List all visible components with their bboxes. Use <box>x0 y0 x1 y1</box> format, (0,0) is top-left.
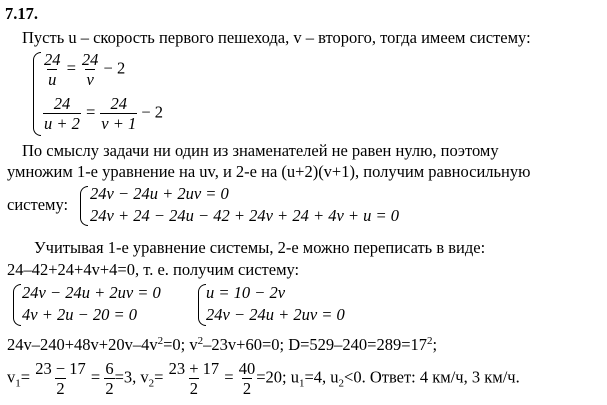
problem-number: 7.17. <box>5 4 38 23</box>
system1-brace <box>33 52 41 136</box>
system2-eq1: 24v − 24u + 2uv = 0 <box>90 184 229 203</box>
system3-right-brace <box>198 284 206 326</box>
system2-brace <box>80 186 88 226</box>
system3-right-eq2: 24v − 24u + 2uv = 0 <box>206 305 345 324</box>
system3-left-eq1: 24v − 24u + 2uv = 0 <box>22 283 161 302</box>
system2-label: систему: <box>7 195 69 214</box>
paragraph1-line2: умножим 1-е уравнение на uv, и 2-е на (u+2)(v+1), получим равносильную <box>7 162 531 181</box>
final-line: $v_1=$ $\frac{23 - 17}{2}$ = $\frac{6}{2}$ =3, $v_2=$ $\frac{23 + 17}{2}$ = $\frac{40}{2}$ =20; $u_1=4$, $u_2<0$. Ответ: 4 км/ч, 3 км/ч. <box>7 359 520 399</box>
answer-text: Ответ: 4 км/ч, 3 км/ч. <box>369 367 520 387</box>
system3-left-brace <box>13 284 21 326</box>
paragraph1-line1: По смыслу задачи ни один из знаменателей не равен нулю, поэтому <box>22 141 499 160</box>
system3-right-eq1: u = 10 − 2v <box>206 283 286 302</box>
paragraph2-line2: 24–42+24+4v+4=0, т. е. получим систему: <box>7 260 300 279</box>
paragraph2-line1: Учитывая 1-е уравнение системы, 2-е можно переписать в виде: <box>34 238 486 257</box>
system3-left-eq2: 4v + 2u − 20 = 0 <box>22 305 137 324</box>
quadratic-line: $24v-240+48v+20v-4v^2=0$; $v^2-23v+60=0$; $D=529-240=289=17^2$; <box>7 335 438 354</box>
intro-text: Пусть u – скорость первого пешехода, v – второго, тогда имеем систему: <box>22 28 531 47</box>
system1-eq1: $\frac{24}{u}$ = $\frac{24}{v}$ − 2 <box>44 50 126 90</box>
system2-eq2: 24v + 24 − 24u − 42 + 24v + 24 + 4v + u = 0 <box>90 206 400 225</box>
system1-eq2: $\frac{24}{u + 2}$ = $\frac{24}{v + 1}$ − 2 <box>44 94 164 134</box>
